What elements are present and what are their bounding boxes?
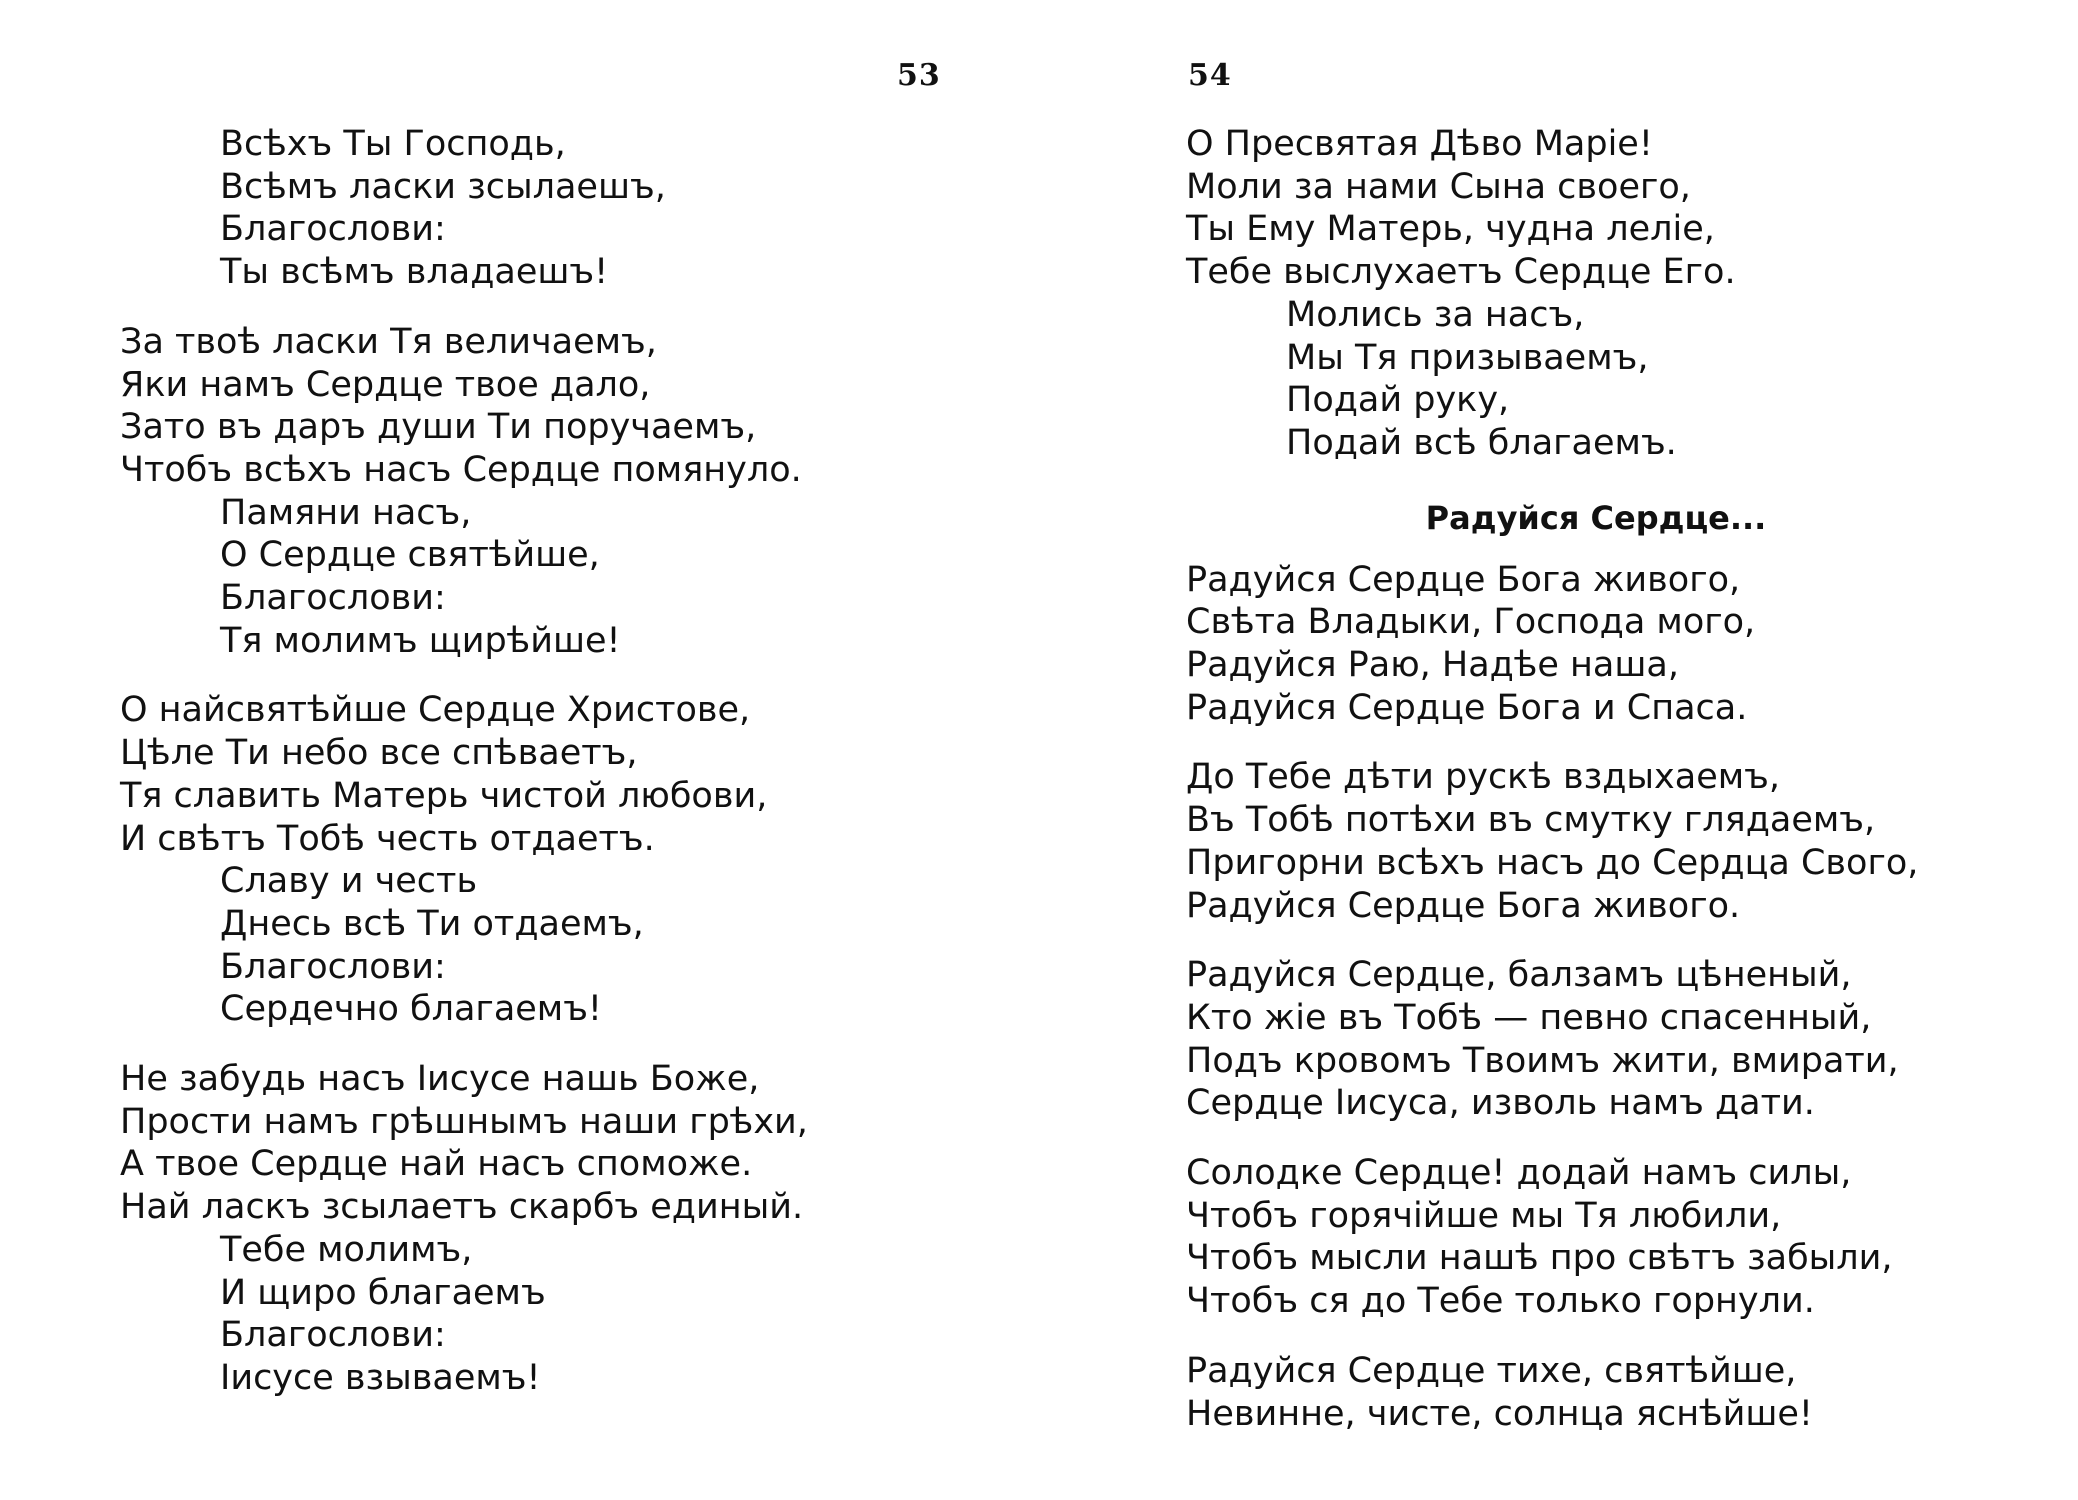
verse-line: Всѣмъ ласки зсылаешъ, bbox=[220, 166, 666, 207]
verse-line: Славу и честь bbox=[220, 861, 478, 902]
verse-line: До Тебе дѣти рускѣ вздыхаемъ, bbox=[1186, 757, 1780, 798]
poem-stanzas bbox=[1186, 559, 2006, 1436]
verse-line: Радуйся Сердце Бога живого, bbox=[1186, 559, 1741, 600]
verse-line: Благослови: bbox=[220, 578, 446, 619]
verse-line: Яки намъ Сердце твое дало, bbox=[120, 364, 651, 405]
stanza bbox=[120, 689, 808, 1031]
verse-line: Всѣхъ Ты Господь, bbox=[220, 124, 566, 164]
verse-line: Ты всѣмъ владаешъ! bbox=[220, 252, 609, 293]
verse-line: Радуйся Сердце Бога живого. bbox=[1186, 885, 1741, 926]
verse-line: Кто жіе въ Тобѣ — певно спасенный, bbox=[1186, 997, 1872, 1038]
stanza bbox=[120, 1058, 808, 1400]
verse-line: Радуйся Сердце тихе, святѣйше, bbox=[1186, 1350, 1797, 1391]
verse-line: Чтобъ всѣхъ насъ Сердце помянуло. bbox=[120, 449, 802, 490]
page-number: 53 bbox=[897, 58, 941, 93]
verse-line: Подъ кровомъ Твоимъ жити, вмирати, bbox=[1186, 1040, 1899, 1081]
verse-line: Зато въ даръ души Ти поручаемъ, bbox=[120, 407, 757, 448]
stanza bbox=[1186, 954, 2006, 1125]
verse-line: О найсвятѣйше Сердце Христове, bbox=[120, 690, 751, 731]
verse-line: Мы Тя призываемъ, bbox=[1286, 337, 1649, 378]
verse-line: Ты Ему Матерь, чудна леліе, bbox=[1186, 209, 1715, 250]
verse-line: Благослови: bbox=[220, 946, 446, 987]
verse-line: О Пресвятая Дѣво Маріе! bbox=[1186, 124, 1653, 164]
verse-line: Радуйся Раю, Надѣе наша, bbox=[1186, 645, 1679, 686]
stanza bbox=[1186, 756, 2006, 927]
verse-line: Радуйся Сердце, балзамъ цѣненый, bbox=[1186, 955, 1852, 996]
verse-line: Чтобъ горячійше мы Тя любили, bbox=[1186, 1195, 1782, 1236]
stanza bbox=[1186, 123, 2006, 465]
stanza bbox=[120, 321, 808, 663]
verse-line: Чтобъ мысли нашѣ про свѣтъ забыли, bbox=[1186, 1238, 1893, 1279]
verse-line: И щиро благаемъ bbox=[220, 1272, 546, 1313]
verse-line: Благослови: bbox=[220, 209, 446, 250]
verse-line: Тя молимъ щирѣйше! bbox=[220, 620, 621, 661]
verse-line: Молись за насъ, bbox=[1286, 294, 1585, 335]
verse-line: А твое Сердце най насъ споможе. bbox=[120, 1144, 753, 1185]
verse-line: Сердце Іисуса, изволь намъ дати. bbox=[1186, 1083, 1815, 1124]
right-text-column bbox=[1186, 123, 2006, 1435]
verse-line: Радуйся Сердце Бога и Спаса. bbox=[1186, 687, 1748, 728]
verse-line: Моли за нами Сына своего, bbox=[1186, 166, 1691, 207]
verse-line: И свѣтъ Тобѣ честь отдаетъ. bbox=[120, 818, 655, 859]
verse-line: Не забудь насъ Іисусе нашь Боже, bbox=[120, 1059, 760, 1100]
verse-line: Пригорни всѣхъ насъ до Сердца Свого, bbox=[1186, 842, 1919, 883]
verse-line: Най ласкъ зсылаетъ скарбъ единый. bbox=[120, 1187, 804, 1228]
verse-line: Подай руку, bbox=[1286, 380, 1510, 421]
verse-line: Днесь всѣ Ти отдаемъ, bbox=[220, 903, 644, 944]
stanza bbox=[120, 123, 808, 294]
verse-line: Тебе выслухаетъ Сердце Его. bbox=[1186, 252, 1736, 293]
verse-line: За твоѣ ласки Тя величаемъ, bbox=[120, 321, 657, 362]
stanza bbox=[1186, 1152, 2006, 1323]
verse-line: Солодке Сердце! додай намъ силы, bbox=[1186, 1153, 1852, 1194]
verse-line: О Сердце святѣйше, bbox=[220, 535, 600, 576]
verse-line: Свѣта Владыки, Господа мого, bbox=[1186, 602, 1756, 643]
intro-stanza bbox=[1186, 123, 2006, 465]
verse-line: Подай всѣ благаемъ. bbox=[1286, 422, 1677, 463]
verse-line: Благослови: bbox=[220, 1315, 446, 1356]
verse-line: Тебе молимъ, bbox=[220, 1229, 473, 1270]
stanza bbox=[1186, 1350, 2006, 1435]
right-page bbox=[1040, 0, 2078, 1500]
poem-title: Радуйся Сердце... bbox=[1425, 498, 1767, 537]
left-text-column bbox=[120, 123, 808, 1400]
verse-line: Чтобъ ся до Тебе только горнули. bbox=[1186, 1281, 1815, 1322]
verse-line: Сердечно благаемъ! bbox=[220, 989, 602, 1030]
verse-line: Цѣле Ти небо все спѣваетъ, bbox=[120, 733, 638, 774]
verse-line: Тя славить Матерь чистой любови, bbox=[120, 775, 768, 816]
verse-line: Памяни насъ, bbox=[220, 492, 472, 533]
verse-line: Прости намъ грѣшнымъ наши грѣхи, bbox=[120, 1101, 808, 1142]
stanza bbox=[1186, 559, 2006, 730]
page-number: 54 bbox=[1188, 58, 1232, 93]
verse-line: Невинне, чисте, солнца яснѣйше! bbox=[1186, 1393, 1813, 1434]
verse-line: Въ Тобѣ потѣхи въ смутку глядаемъ, bbox=[1186, 800, 1876, 841]
verse-line: Іисусе взываемъ! bbox=[220, 1357, 541, 1398]
